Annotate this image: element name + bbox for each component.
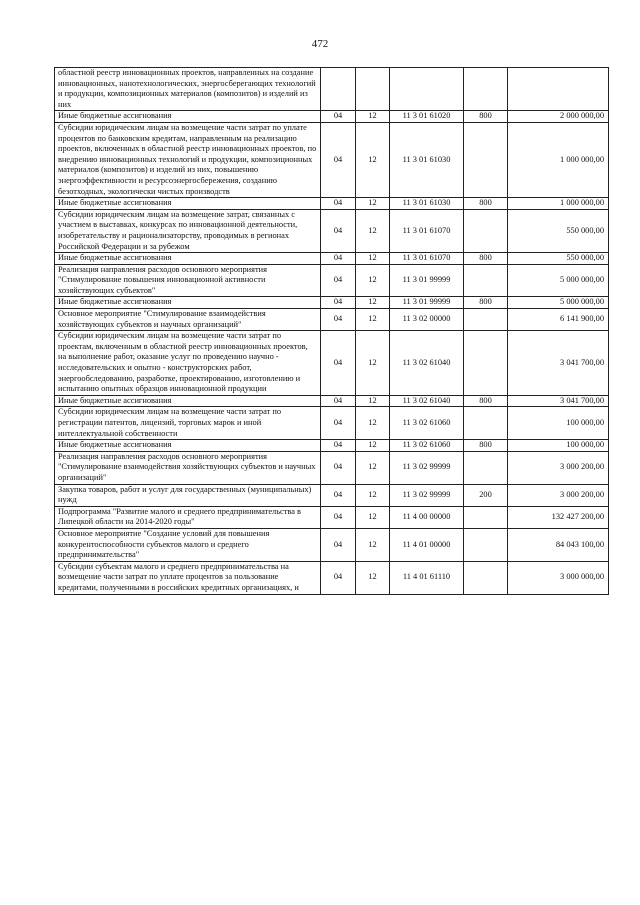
- row-subsection-cell: 12: [356, 264, 390, 297]
- row-subsection-cell: 12: [356, 198, 390, 210]
- row-section-cell: 04: [321, 451, 356, 484]
- budget-table-body: [55, 68, 609, 595]
- row-expense-type-cell: [464, 309, 508, 331]
- row-expense-type-cell: [464, 506, 508, 528]
- row-section-cell: [321, 68, 356, 111]
- row-name-cell: Основное мероприятие "Создание условий для повышения конкурентоспособности субъектов малого и среднего предпринимательства": [55, 528, 321, 561]
- row-subsection-cell: 12: [356, 297, 390, 309]
- row-expense-type-cell: [464, 264, 508, 297]
- row-subsection-cell: 12: [356, 451, 390, 484]
- row-expense-type-cell: 800: [464, 395, 508, 407]
- row-target-article-cell: 11 3 02 61040: [390, 395, 464, 407]
- row-name-cell: Иные бюджетные ассигнования: [55, 253, 321, 265]
- row-section-cell: 04: [321, 528, 356, 561]
- row-section-cell: 04: [321, 440, 356, 452]
- row-name-cell: Субсидии юридическим лицам на возмещение части затрат по регистрации патентов, лицензий, торговых марок и иной интеллектуальной собственности: [55, 407, 321, 440]
- row-name-cell: Иные бюджетные ассигнования: [55, 395, 321, 407]
- row-subsection-cell: 12: [356, 395, 390, 407]
- table-row: [55, 528, 609, 561]
- row-section-cell: 04: [321, 209, 356, 252]
- row-target-article-cell: 11 3 02 61060: [390, 440, 464, 452]
- row-amount-cell: 3 041 700,00: [508, 395, 609, 407]
- row-amount-cell: [508, 68, 609, 111]
- row-subsection-cell: 12: [356, 253, 390, 265]
- row-subsection-cell: 12: [356, 407, 390, 440]
- row-target-article-cell: [390, 68, 464, 111]
- row-name-cell: Закупка товаров, работ и услуг для государственных (муниципальных) нужд: [55, 484, 321, 506]
- row-amount-cell: 100 000,00: [508, 407, 609, 440]
- row-subsection-cell: 12: [356, 111, 390, 123]
- row-name-cell: Субсидии юридическим лицам на возмещение части затрат по проектам, включенным в областной реестр инновационных проектов, на выполнение работ, оказание услуг по проведению научно - исследовательских и опытно - конструкторских работ, энергообследованию, разработке, проектированию, изготовлению и испытанию опытных образцов инновационной продукции: [55, 331, 321, 396]
- row-target-article-cell: 11 4 01 00000: [390, 528, 464, 561]
- row-target-article-cell: 11 4 00 00000: [390, 506, 464, 528]
- table-row: [55, 407, 609, 440]
- row-target-article-cell: 11 3 02 61060: [390, 407, 464, 440]
- row-name-cell: Иные бюджетные ассигнования: [55, 297, 321, 309]
- row-expense-type-cell: [464, 451, 508, 484]
- row-amount-cell: 132 427 200,00: [508, 506, 609, 528]
- row-amount-cell: 5 000 000,00: [508, 264, 609, 297]
- row-target-article-cell: 11 4 01 61110: [390, 561, 464, 594]
- row-expense-type-cell: 800: [464, 198, 508, 210]
- row-name-cell: Иные бюджетные ассигнования: [55, 111, 321, 123]
- row-amount-cell: 100 000,00: [508, 440, 609, 452]
- row-section-cell: 04: [321, 122, 356, 197]
- row-section-cell: 04: [321, 264, 356, 297]
- row-section-cell: 04: [321, 407, 356, 440]
- row-amount-cell: 550 000,00: [508, 209, 609, 252]
- row-section-cell: 04: [321, 111, 356, 123]
- row-name-cell: Субсидии субъектам малого и среднего предпринимательства на возмещение части затрат по уплате процентов за пользование кредитами, полученными в российских кредитных организациях, и: [55, 561, 321, 594]
- row-target-article-cell: 11 3 02 00000: [390, 309, 464, 331]
- table-row: [55, 264, 609, 297]
- table-row: [55, 561, 609, 594]
- row-subsection-cell: 12: [356, 122, 390, 197]
- table-row: [55, 68, 609, 111]
- row-subsection-cell: 12: [356, 506, 390, 528]
- table-row: [55, 484, 609, 506]
- row-amount-cell: 550 000,00: [508, 253, 609, 265]
- row-expense-type-cell: [464, 122, 508, 197]
- row-amount-cell: 3 000 200,00: [508, 451, 609, 484]
- row-target-article-cell: 11 3 01 61070: [390, 209, 464, 252]
- table-row: [55, 253, 609, 265]
- row-subsection-cell: 12: [356, 561, 390, 594]
- row-name-cell: Иные бюджетные ассигнования: [55, 198, 321, 210]
- row-name-cell: Реализация направления расходов основного мероприятия "Стимулирование повышения инновационной активности хозяйствующих субъектов": [55, 264, 321, 297]
- table-row: [55, 297, 609, 309]
- row-subsection-cell: 12: [356, 309, 390, 331]
- row-subsection-cell: 12: [356, 484, 390, 506]
- row-target-article-cell: 11 3 02 99999: [390, 451, 464, 484]
- row-target-article-cell: 11 3 01 99999: [390, 297, 464, 309]
- row-subsection-cell: [356, 68, 390, 111]
- row-section-cell: 04: [321, 309, 356, 331]
- table-row: [55, 111, 609, 123]
- row-expense-type-cell: 200: [464, 484, 508, 506]
- row-target-article-cell: 11 3 01 61030: [390, 122, 464, 197]
- row-section-cell: 04: [321, 297, 356, 309]
- row-amount-cell: 2 000 000,00: [508, 111, 609, 123]
- page-number: 472: [311, 38, 329, 50]
- table-row: [55, 440, 609, 452]
- table-row: [55, 506, 609, 528]
- row-amount-cell: 1 000 000,00: [508, 122, 609, 197]
- row-target-article-cell: 11 3 01 99999: [390, 264, 464, 297]
- table-row: [55, 209, 609, 252]
- row-amount-cell: 1 000 000,00: [508, 198, 609, 210]
- row-amount-cell: 5 000 000,00: [508, 297, 609, 309]
- row-expense-type-cell: [464, 407, 508, 440]
- row-section-cell: 04: [321, 253, 356, 265]
- row-section-cell: 04: [321, 198, 356, 210]
- row-expense-type-cell: 800: [464, 297, 508, 309]
- row-section-cell: 04: [321, 506, 356, 528]
- row-expense-type-cell: 800: [464, 440, 508, 452]
- row-section-cell: 04: [321, 331, 356, 396]
- table-row: [55, 198, 609, 210]
- row-section-cell: 04: [321, 484, 356, 506]
- row-subsection-cell: 12: [356, 440, 390, 452]
- table-row: [55, 451, 609, 484]
- row-expense-type-cell: [464, 68, 508, 111]
- row-name-cell: областной реестр инновационных проектов, направленных на создание инновационных, нанотехнологических, энергосберегающих технологий и продукции, композиционных материалов (композитов) и изделий из них: [55, 68, 321, 111]
- row-section-cell: 04: [321, 561, 356, 594]
- table-row: [55, 395, 609, 407]
- row-target-article-cell: 11 3 02 61040: [390, 331, 464, 396]
- row-amount-cell: 3 000 200,00: [508, 484, 609, 506]
- row-target-article-cell: 11 3 01 61020: [390, 111, 464, 123]
- row-subsection-cell: 12: [356, 209, 390, 252]
- row-amount-cell: 3 041 700,00: [508, 331, 609, 396]
- row-name-cell: Субсидии юридическим лицам на возмещение части затрат по уплате процентов по банковским кредитам, направленным на реализацию проектов, включенных в областной реестр инновационных проектов, по внедрению инновационных технологий и продукции, композиционных материалов (композитов) и изделий из них, повышению энергоэффективности и ресурсоэнергосбережения, созданию безотходных, экологически чистых производств: [55, 122, 321, 197]
- table-row: [55, 331, 609, 396]
- row-expense-type-cell: [464, 561, 508, 594]
- row-target-article-cell: 11 3 01 61030: [390, 198, 464, 210]
- row-amount-cell: 6 141 900,00: [508, 309, 609, 331]
- row-subsection-cell: 12: [356, 331, 390, 396]
- row-target-article-cell: 11 3 02 99999: [390, 484, 464, 506]
- row-expense-type-cell: [464, 209, 508, 252]
- row-amount-cell: 84 043 100,00: [508, 528, 609, 561]
- row-name-cell: Иные бюджетные ассигнования: [55, 440, 321, 452]
- row-target-article-cell: 11 3 01 61070: [390, 253, 464, 265]
- row-subsection-cell: 12: [356, 528, 390, 561]
- row-name-cell: Основное мероприятие "Стимулирование взаимодействия хозяйствующих субъектов и научных организаций": [55, 309, 321, 331]
- row-name-cell: Реализация направления расходов основного мероприятия "Стимулирование взаимодействия хозяйствующих субъектов и научных организаций": [55, 451, 321, 484]
- row-expense-type-cell: [464, 528, 508, 561]
- row-name-cell: Субсидии юридическим лицам на возмещение затрат, связанных с участием в выставках, конкурсах по инновационной деятельности, изобретательству и рационализаторству, проводимых в регионах Российской Федерации и за рубежом: [55, 209, 321, 252]
- row-name-cell: Подпрограмма "Развитие малого и среднего предпринимательства в Липецкой области на 2014-2020 годы": [55, 506, 321, 528]
- row-section-cell: 04: [321, 395, 356, 407]
- row-expense-type-cell: 800: [464, 253, 508, 265]
- row-expense-type-cell: 800: [464, 111, 508, 123]
- row-amount-cell: 3 000 000,00: [508, 561, 609, 594]
- table-row: [55, 309, 609, 331]
- row-expense-type-cell: [464, 331, 508, 396]
- table-row: [55, 122, 609, 197]
- budget-table: [54, 67, 609, 595]
